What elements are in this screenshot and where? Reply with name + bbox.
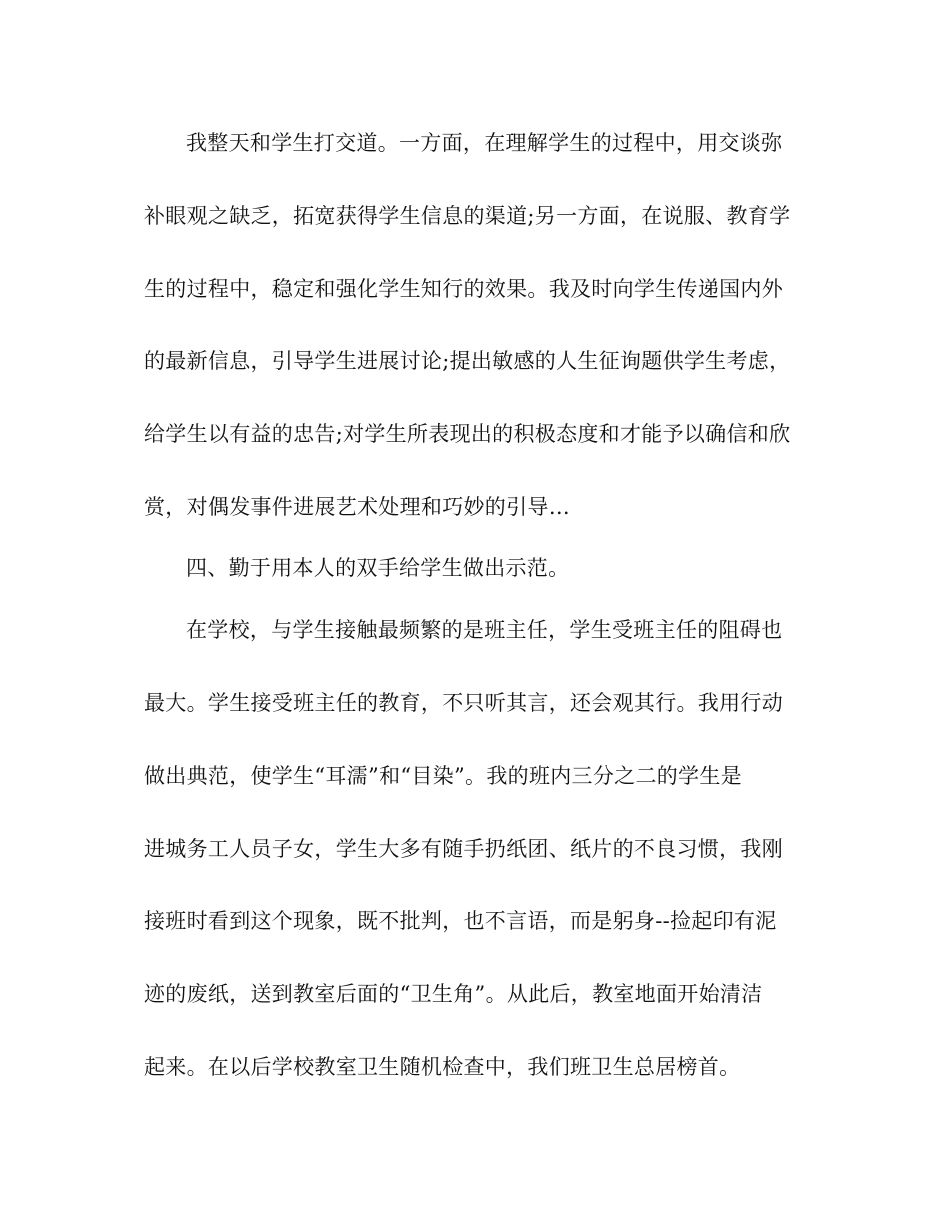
paragraph-2-line-4: 进城务工人员子女，学生大多有随手扔纸团、纸片的不良习惯，我刚 (144, 837, 783, 861)
paragraph-2-line-3: 做出典范，使学生“耳濡”和“目染”。我的班内三分之二的学生是 (144, 764, 742, 788)
paragraph-1-line-3: 生的过程中，稳定和强化学生知行的效果。我及时向学生传递国内外 (144, 277, 783, 301)
paragraph-1-line-6: 赏，对偶发事件进展艺术处理和巧妙的引导… (144, 495, 570, 519)
section-heading-4: 四、勤于用本人的双手给学生做出示范。 (186, 556, 570, 580)
paragraph-2-line-7: 起来。在以后学校教室卫生随机检查中，我们班卫生总居榜首。 (144, 1055, 741, 1079)
paragraph-1-line-1: 我整天和学生打交道。一方面，在理解学生的过程中，用交谈弥 (186, 131, 783, 155)
paragraph-1-line-4: 的最新信息，引导学生进展讨论;提出敏感的人生征询题供学生考虑， (144, 349, 791, 373)
paragraph-2-line-6: 迹的废纸，送到教室后面的“卫生角”。从此后，教室地面开始清洁 (144, 982, 763, 1006)
paragraph-2-line-1: 在学校，与学生接触最频繁的是班主任，学生受班主任的阻碍也 (186, 618, 783, 642)
paragraph-1-line-2: 补眼观之缺乏，拓宽获得学生信息的渠道;另一方面，在说服、教育学 (144, 204, 791, 228)
paragraph-2-line-5: 接班时看到这个现象，既不批判，也不言语，而是躬身--捡起印有泥 (144, 909, 777, 933)
paragraph-2-line-2: 最大。学生接受班主任的教育，不只听其言，还会观其行。我用行动 (144, 691, 783, 715)
paragraph-1-line-5: 给学生以有益的忠告;对学生所表现出的积极态度和才能予以确信和欣 (144, 422, 791, 446)
